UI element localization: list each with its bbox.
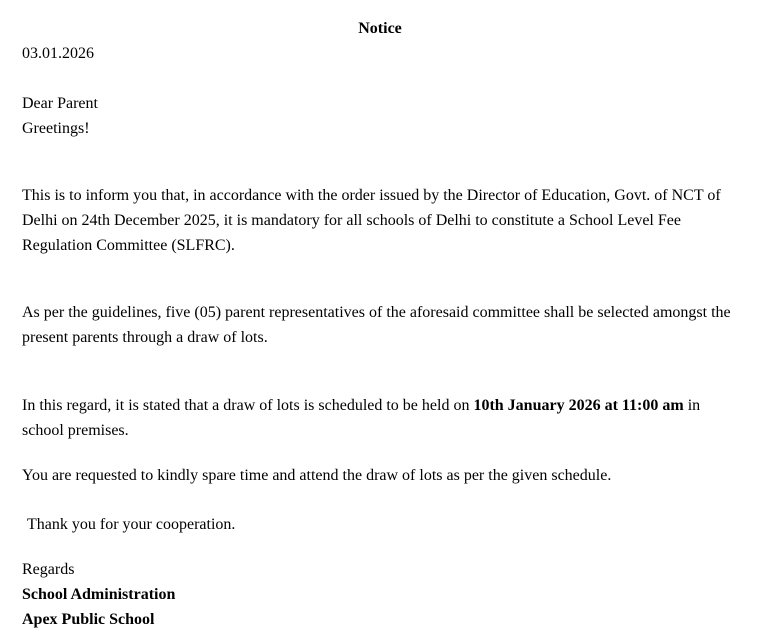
schedule-datetime: 10th January 2026 at 11:00 am [473, 397, 684, 414]
notice-date: 03.01.2026 [22, 45, 94, 62]
schedule-text-before: In this regard, it is stated that a draw of lots is scheduled to be held on [22, 397, 474, 414]
closing-regards: Regards [22, 561, 75, 578]
signatory-school-name: Apex Public School [22, 611, 155, 628]
paragraph-parent-representatives: As per the guidelines, five (05) parent representatives of the aforesaid committee shall be selected amongst the present parents through a draw of lots. [22, 304, 731, 346]
salutation: Dear Parent [22, 95, 98, 112]
greeting: Greetings! [22, 120, 90, 137]
signatory-school-administration: School Administration [22, 586, 176, 603]
paragraph-draw-of-lots-schedule [22, 393, 738, 443]
paragraph-thank-you: Thank you for your cooperation. [27, 516, 236, 533]
paragraph-slfrc-order: This is to inform you that, in accordance with the order issued by the Director of Education, Govt. of NCT of Delhi on 24th December 2025, it is mandatory for all schools of Delhi to constitute a School Level Fee Regulation Committee (SLFRC). [22, 187, 721, 254]
notice-title: Notice [358, 20, 402, 37]
schedule-text-after: in school premises. [22, 397, 701, 439]
paragraph-attendance-request: You are requested to kindly spare time and attend the draw of lots as per the given schedule. [22, 467, 612, 484]
